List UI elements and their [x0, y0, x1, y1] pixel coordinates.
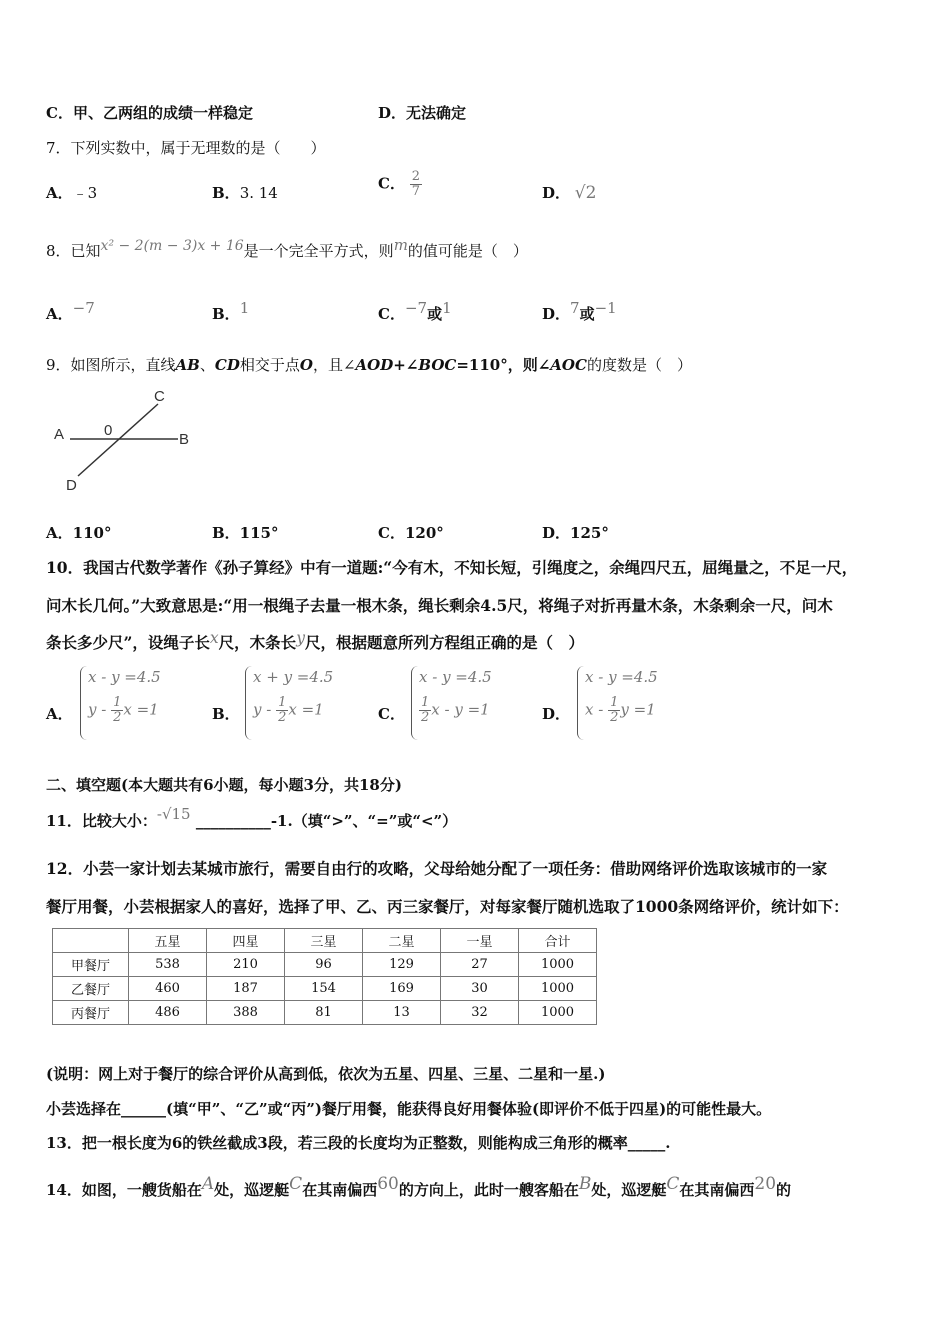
- q7-option-b: B．3. 14: [212, 184, 278, 202]
- table-cell: 32: [441, 1001, 519, 1025]
- table-cell: 486: [129, 1001, 207, 1025]
- table-header: [53, 929, 129, 953]
- brace: [411, 666, 418, 740]
- q11: 11．比较大小：-√15 __________-1.（填“>”、“=”或“<”）: [46, 805, 458, 830]
- q10-option-c-label: C．: [378, 705, 405, 723]
- brace: [245, 666, 252, 740]
- table-header: 合计: [519, 929, 597, 953]
- table-row: [53, 977, 597, 1001]
- table-cell: 154: [285, 977, 363, 1001]
- table-header: 三星: [285, 929, 363, 953]
- q10-d-eq1: x - y =4.5: [585, 668, 658, 686]
- q8-option-b: B．1: [212, 299, 250, 323]
- q9-option-a: A．110°: [46, 524, 112, 542]
- q10-option-d-label: D．: [542, 705, 571, 723]
- q10-c-eq2: $\frac{1}{2}$ x - y =1: [421, 695, 490, 725]
- q7-option-a: A．﹣3: [46, 184, 98, 202]
- q10-d-eq2: x - $\frac{1}{2}$ y =1: [585, 695, 656, 725]
- q12-line3: 小芸选择在______(填“甲”、“乙”或“丙”)餐厅用餐，能获得良好用餐体验(即评价不低于四星)的可能性最大。: [46, 1100, 772, 1118]
- table-cell: 乙餐厅: [53, 977, 129, 1001]
- q10-b-eq2: y - $\frac{1}{2}$ x =1: [253, 695, 324, 725]
- table-cell: 甲餐厅: [53, 953, 129, 977]
- label-b: B: [179, 431, 190, 448]
- q12-line1: 12．小芸一家计划去某城市旅行，需要自由行的攻略，父母给她分配了一项任务：借助网络评价选取该城市的一家: [46, 859, 828, 878]
- table-header: 一星: [441, 929, 519, 953]
- table-cell: 27: [441, 953, 519, 977]
- q10-a-eq2: y - $\frac{1}{2}$ x =1: [88, 695, 159, 725]
- table-cell: 388: [207, 1001, 285, 1025]
- label-a: A: [54, 426, 65, 443]
- table-header-row: [53, 929, 597, 953]
- rating-table: [52, 928, 597, 1025]
- table-cell: 81: [285, 1001, 363, 1025]
- q10-line3: 条长多少尺”，设绳子长x尺，木条长y尺，根据题意所列方程组正确的是（ ）: [46, 629, 584, 652]
- q10-b-eq1: x + y =4.5: [253, 668, 334, 686]
- q9-option-b: B．115°: [212, 524, 279, 542]
- q10-line2: 问木长几何。”大致意思是:“用一根绳子去量一根木条，绳长剩余4.5尺，将绳子对折再量木条，木条剩余一尺，问木: [46, 596, 833, 615]
- table-cell: 1000: [519, 1001, 597, 1025]
- table-cell: 1000: [519, 977, 597, 1001]
- q8-option-c: C．−7或1: [378, 299, 452, 323]
- table-row: [53, 1001, 597, 1025]
- label-o: 0: [104, 422, 113, 439]
- q12-note: (说明：网上对于餐厅的综合评价从高到低，依次为五星、四星、三星、二星和一星.): [46, 1065, 606, 1083]
- table-cell: 1000: [519, 953, 597, 977]
- table-row: [53, 953, 597, 977]
- q10-option-b-label: B．: [212, 705, 240, 723]
- q13: 13．把一根长度为6的铁丝截成3段，若三段的长度均为正整数，则能构成三角形的概率_____.: [46, 1134, 671, 1152]
- brace: [577, 666, 584, 740]
- brace: [80, 666, 87, 740]
- q7-option-c: C． $\frac{2}{7}$: [378, 169, 421, 199]
- q8-option-a: A．−7: [46, 299, 95, 323]
- q12-line2: 餐厅用餐，小芸根据家人的喜好，选择了甲、乙、丙三家餐厅，对每家餐厅随机选取了1000条网络评价，统计如下：: [46, 897, 849, 916]
- q8-option-d: D．7或−1: [542, 299, 617, 323]
- label-c: C: [154, 388, 165, 405]
- q9-figure: [48, 384, 208, 499]
- q10-a-eq1: x - y =4.5: [88, 668, 161, 686]
- label-d: D: [66, 477, 77, 494]
- section-title: 二、填空题(本大题共有6小题，每小题3分，共18分): [46, 776, 402, 794]
- table-cell: 丙餐厅: [53, 1001, 129, 1025]
- q10-line1: 10．我国古代数学著作《孙子算经》中有一道题:“今有木，不知长短，引绳度之，余绳四尺五，屈绳量之，不足一尺，: [46, 558, 858, 577]
- table-cell: 129: [363, 953, 441, 977]
- table-cell: 13: [363, 1001, 441, 1025]
- table-header: 五星: [129, 929, 207, 953]
- line-cd: [78, 404, 158, 476]
- q9-stem: 9．如图所示，直线AB、CD相交于点O，且∠AOD+∠BOC=110°，则∠AOC的度数是（ ）: [46, 356, 692, 374]
- q10-option-a-label: A．: [46, 705, 73, 723]
- q10-c-eq1: x - y =4.5: [419, 668, 492, 686]
- table-cell: 187: [207, 977, 285, 1001]
- q9-option-d: D．125°: [542, 524, 609, 542]
- q14: 14．如图，一艘货船在A处，巡逻艇C在其南偏西60的方向上，此时一艘客船在B处，巡逻艇C在其南偏西20的: [46, 1174, 792, 1199]
- q7-stem: 7．下列实数中，属于无理数的是（ ）: [46, 139, 326, 157]
- table-cell: 30: [441, 977, 519, 1001]
- table-cell: 210: [207, 953, 285, 977]
- table-cell: 538: [129, 953, 207, 977]
- table-header: 四星: [207, 929, 285, 953]
- q8-stem: 8．已知x² − 2(m − 3)x + 16是一个完全平方式，则m的值可能是（ ）: [46, 236, 528, 260]
- table-header: 二星: [363, 929, 441, 953]
- fraction: $\frac{2}{7}$: [411, 169, 421, 199]
- table-cell: 169: [363, 977, 441, 1001]
- table-cell: 460: [129, 977, 207, 1001]
- table-cell: 96: [285, 953, 363, 977]
- q6-option-c: C．甲、乙两组的成绩一样稳定: [46, 104, 253, 122]
- q6-option-d: D．无法确定: [378, 104, 467, 122]
- q9-option-c: C．120°: [378, 524, 444, 542]
- q7-option-d: D． √2: [542, 183, 597, 203]
